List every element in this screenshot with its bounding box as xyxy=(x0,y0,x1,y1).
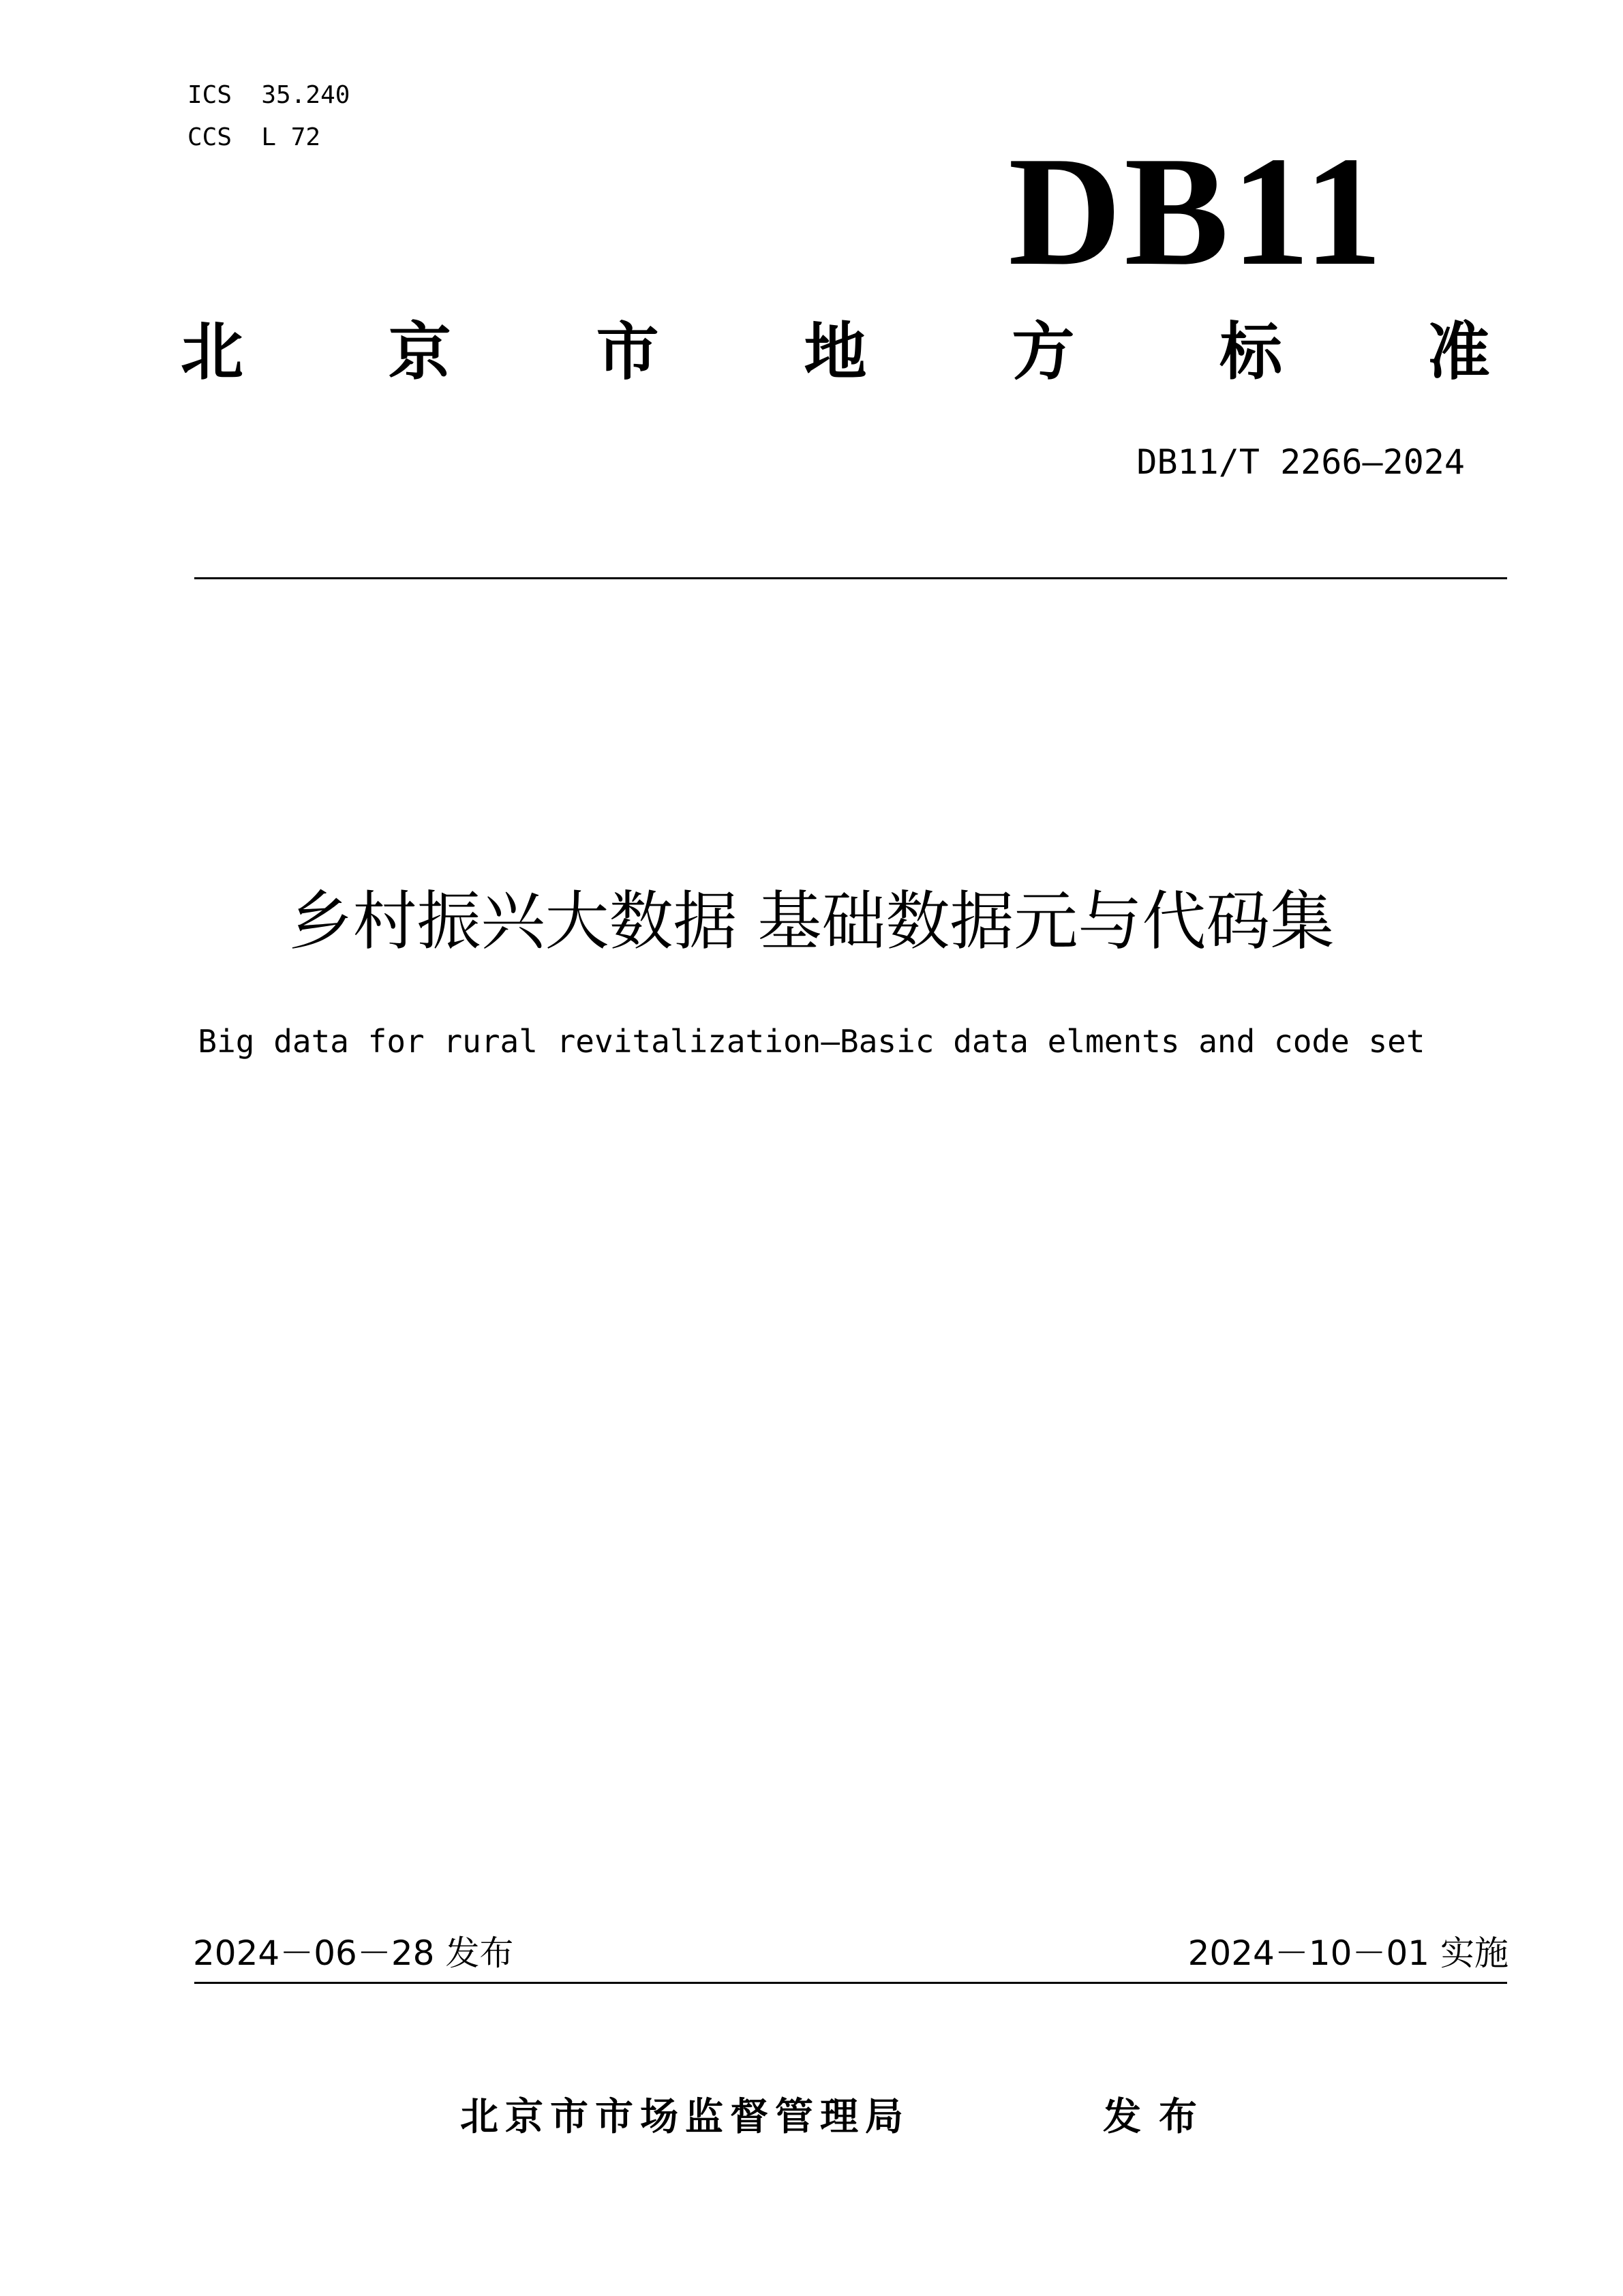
ics-code: ICS 35.240 xyxy=(187,81,350,109)
issue-action: 发布 xyxy=(1103,2095,1215,2139)
document-title-en: Big data for rural revitalization—Basic data elments and code set xyxy=(198,1023,1425,1060)
standard-type-char: 北 xyxy=(181,316,244,388)
standard-type-heading xyxy=(181,315,1490,390)
standard-type-char: 市 xyxy=(596,316,659,388)
standard-logo: DB11 xyxy=(1008,124,1385,298)
standard-type-char: 京 xyxy=(388,316,451,388)
standard-type-char: 地 xyxy=(804,316,867,388)
standard-type-char: 标 xyxy=(1219,316,1283,388)
issue-date: 2024－06－28 发布 xyxy=(193,1933,514,1973)
effective-date: 2024－10－01 实施 xyxy=(1187,1933,1508,1973)
top-divider xyxy=(194,577,1507,579)
standard-number: DB11/T 2266—2024 xyxy=(1136,442,1465,482)
standard-type-char: 准 xyxy=(1427,316,1490,388)
issuing-authority: 北京市市场监督管理局 xyxy=(460,2095,910,2139)
bottom-divider xyxy=(194,1982,1507,1984)
ccs-code: CCS L 72 xyxy=(187,123,321,151)
standard-type-char: 方 xyxy=(1012,316,1075,388)
document-title-zh: 乡村振兴大数据 基础数据元与代码集 xyxy=(288,885,1335,959)
